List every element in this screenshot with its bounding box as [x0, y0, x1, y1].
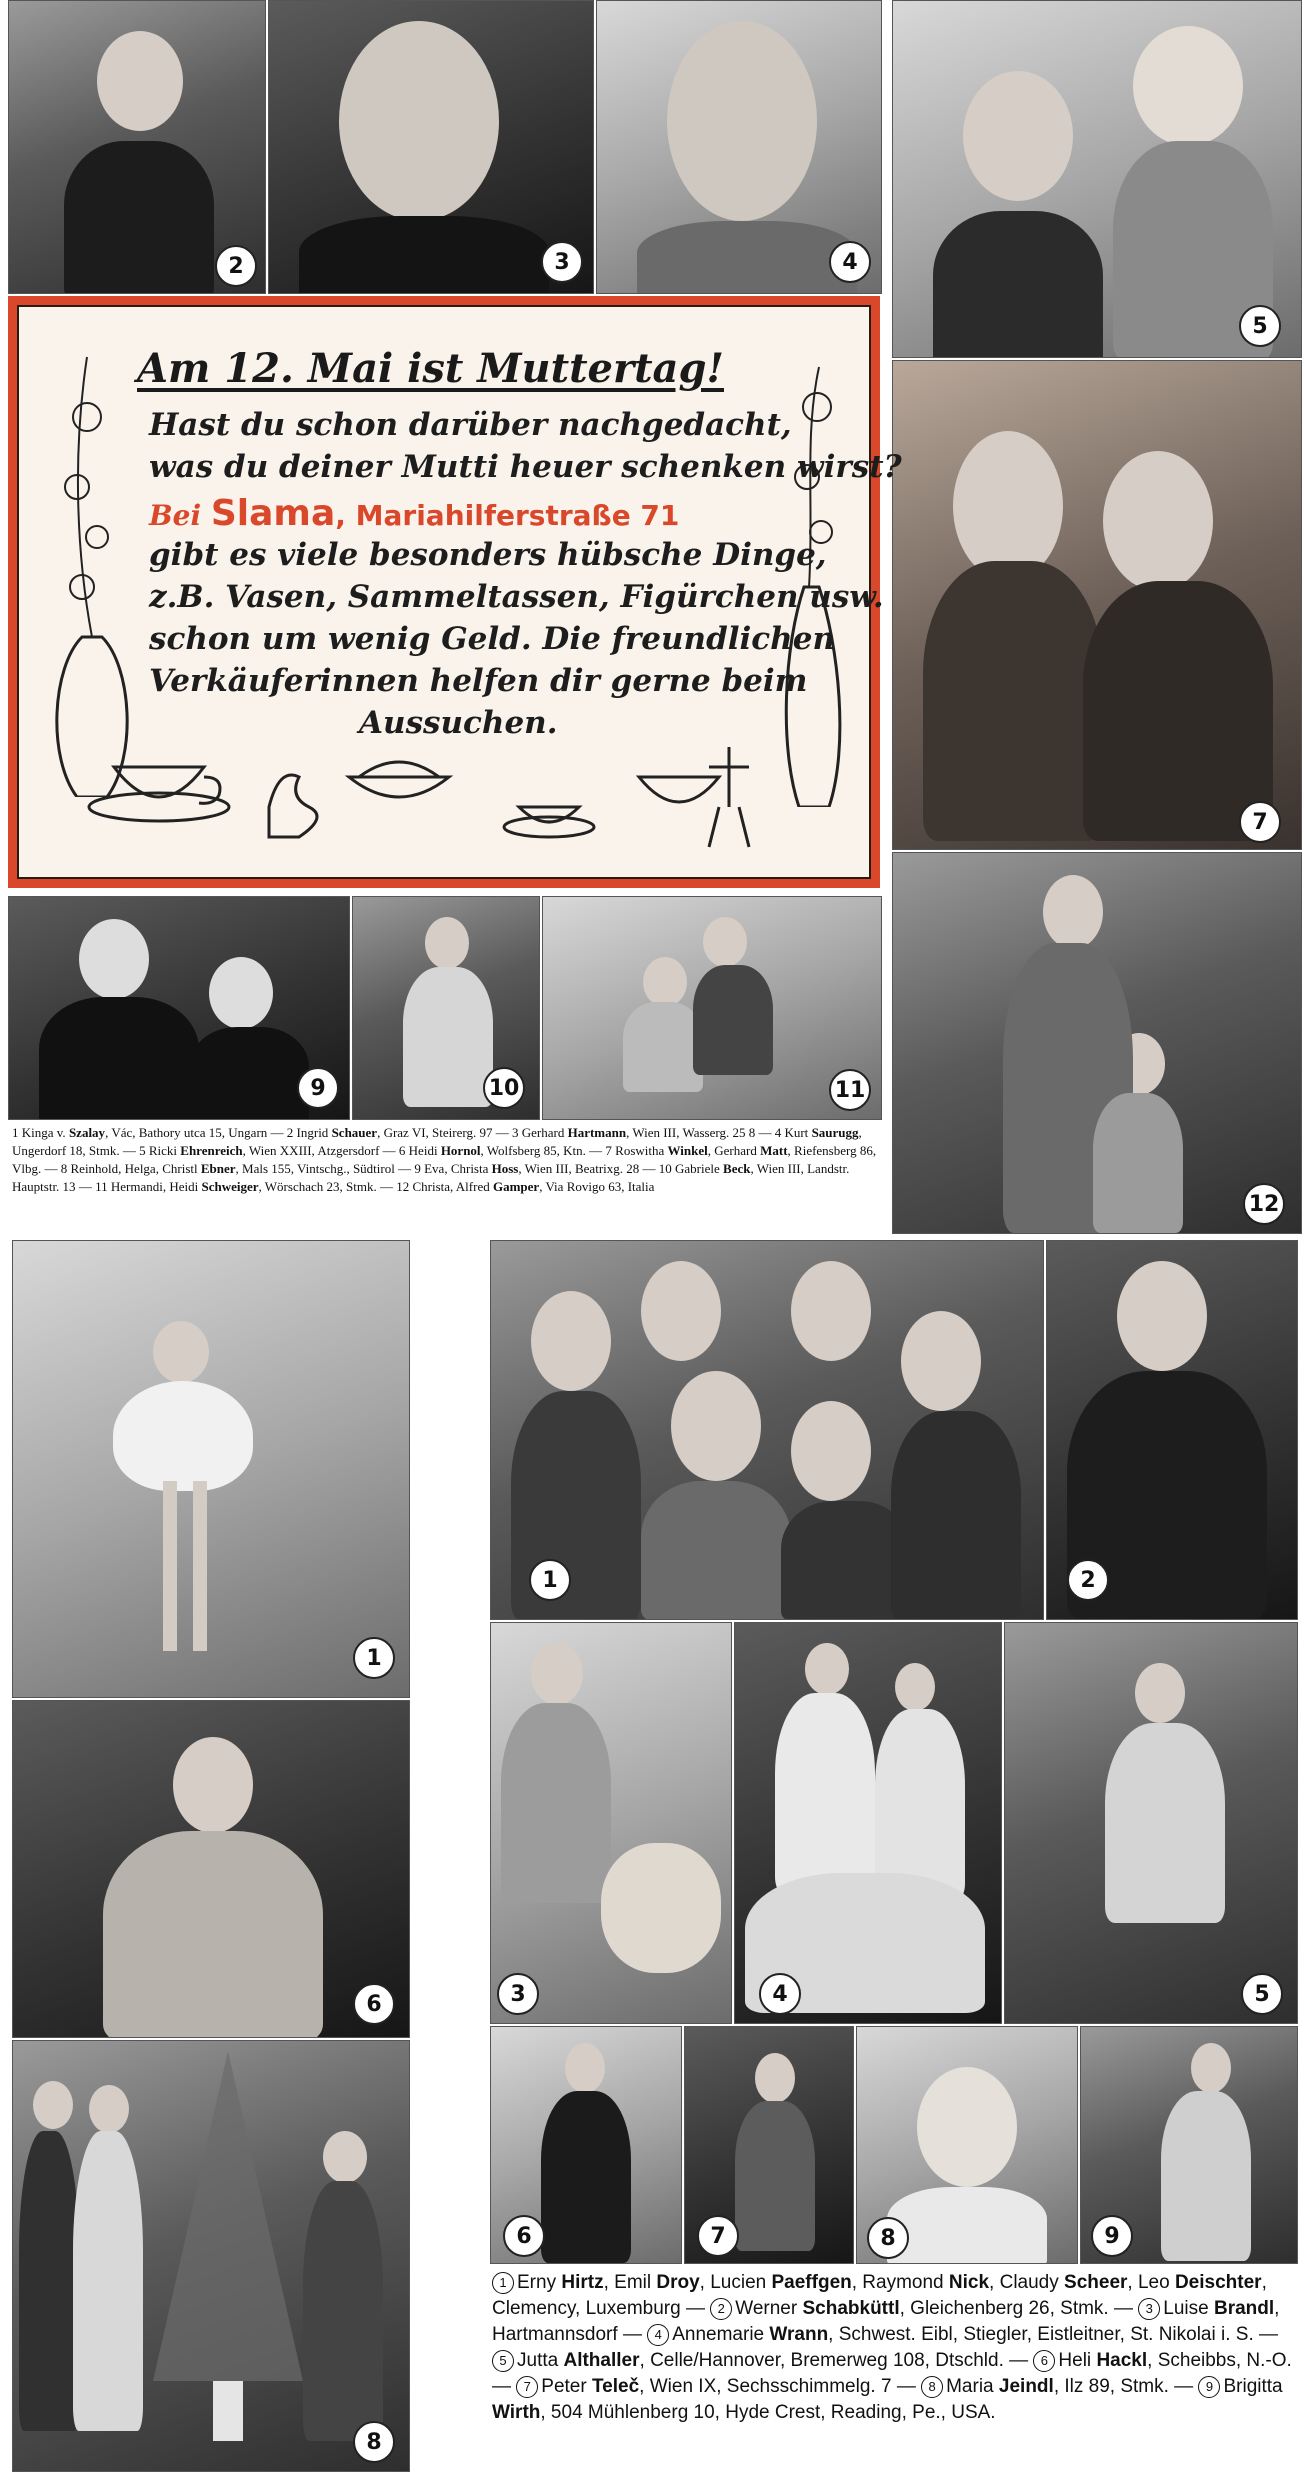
caption-entry-text: Heli	[1058, 2350, 1097, 2371]
caption-entry-surname: Althaller	[563, 2350, 640, 2371]
caption-entry-number: 11	[95, 1179, 108, 1194]
caption-entry-number: 6	[398, 1143, 406, 1158]
caption-entry	[396, 1179, 654, 1194]
caption-entry	[516, 2376, 891, 2397]
caption-entry-number: 1	[12, 1125, 19, 1140]
caption-entry-text: Heidi	[408, 1143, 441, 1158]
ad-shop-name: Slama	[210, 493, 336, 534]
photo-number-badge: 10	[483, 1067, 525, 1109]
caption-entry-surname: Droy	[656, 2272, 700, 2293]
caption-entry	[95, 1179, 377, 1194]
caption-entry-surname: Schabküttl	[802, 2298, 900, 2319]
caption-entry-surname: Ebner	[200, 1161, 236, 1176]
ad-shop-address: , Mariahilferstraße 71	[335, 499, 680, 532]
caption-entry-text: Gerhard	[521, 1125, 568, 1140]
caption-entry-text: , 504 Mühlenberg 10, Hyde Crest, Reading, Pe., USA.	[540, 2402, 996, 2423]
caption-entry-surname: Paeffgen	[771, 2272, 852, 2293]
caption-entry	[414, 1161, 639, 1176]
caption-entry-text: , Claudy	[989, 2272, 1065, 2293]
photo-10	[352, 896, 540, 1120]
photo-number-badge: 3	[497, 1973, 539, 2015]
ad-line: schon um wenig Geld. Die freundlichen	[149, 621, 835, 657]
caption-entry-text: , Emil	[603, 2272, 657, 2293]
caption-entry-number: 8	[60, 1161, 68, 1176]
photo-12	[892, 852, 1302, 1234]
caption-entry	[921, 2376, 1169, 2397]
photo-number-badge: 4	[829, 241, 871, 283]
caption-entry-surname: Schweiger	[201, 1179, 259, 1194]
caption-entry-text: , Wien XXIII, Atzgersdorf	[242, 1143, 380, 1158]
caption-entry-number: 7	[605, 1143, 612, 1158]
caption-entry-text: , Via Rovigo 63, Italia	[539, 1179, 655, 1194]
caption-entry-text: Annemarie	[672, 2324, 770, 2345]
ad-shop-prefix: Bei	[149, 499, 211, 532]
caption-entry-number: 12	[396, 1179, 410, 1194]
photo-3	[268, 0, 594, 294]
photo-number-badge: 1	[353, 1637, 395, 1679]
photo-number-badge: 6	[353, 1983, 395, 2025]
caption-entry-surname: Gamper	[492, 1179, 540, 1194]
ad-line: Verkäuferinnen helfen dir gerne beim	[149, 663, 808, 699]
caption-entry-number: 2	[286, 1125, 294, 1140]
caption-entry-surname: Scheer	[1064, 2272, 1128, 2293]
caption-entry-text: , Wien III, Beatrixg. 28	[518, 1161, 640, 1176]
caption-entry	[1033, 2350, 1291, 2371]
caption-entry-surname: Winkel	[667, 1143, 708, 1158]
christmas-tree-shape	[143, 2051, 313, 2451]
caption-entry-text: Kinga v.	[21, 1125, 69, 1140]
caption-entry-text: , Leo	[1127, 2272, 1175, 2293]
flower-vase-illustration-left	[37, 337, 147, 797]
caption-entry-text: Maria	[946, 2376, 999, 2397]
caption-entry-text: Luise	[1163, 2298, 1214, 2319]
ad-line: Hast du schon darüber nachgedacht,	[149, 407, 792, 443]
tableware-illustration	[79, 737, 769, 877]
caption-entry-text: Reinhold, Helga, Christl	[70, 1161, 201, 1176]
muttertag-advertisement	[8, 296, 902, 888]
caption-entry-surname: Teleč	[591, 2376, 640, 2397]
caption-entry	[605, 1143, 760, 1158]
photo-number-badge: 7	[697, 2215, 739, 2257]
caption-entry-text: Kurt	[784, 1125, 812, 1140]
caption-entry-text: , Wörschach 23, Stmk.	[258, 1179, 377, 1194]
caption-entry-text: , Hartmannsdorf	[492, 2298, 1280, 2345]
photo-6	[490, 2026, 682, 2264]
caption-entry-text: Christa, Alfred	[412, 1179, 493, 1194]
caption-entry-number: 9	[1198, 2376, 1220, 2398]
caption-entry-text: , Wien III, Landstr. Hauptstr. 13	[12, 1161, 850, 1194]
caption-entry-surname: Hoss	[491, 1161, 519, 1176]
caption-entry-surname: Nick	[948, 2272, 990, 2293]
caption-bottom-section: 1 Erny Hirtz, Emil Droy, Lucien Paeffgen, Raymond Nick, Claudy Scheer, Leo Deischter, Clemency, Luxemburg — 2 Werner Schabküttl, Gleichenberg 26, Stmk. — 3 Luise Brandl, Hartmannsdorf — 4 Annemarie Wrann, Schwest. Eibl, Stiegler, Eistleitner, St. Nikolai i. S. — 5 Jutta Althaller, Celle/Hannover, Bremerweg 108, Dtschld. — 6 Heli Hackl, Scheibbs, N.-O. — 7 Peter Teleč, Wien IX, Sechsschimmelg. 7 — 8 Maria Jeindl, Ilz 89, Stmk. — 9 Brigitta Wirth, 504 Mühlenberg 10, Hyde Crest, Reading, Pe., USA.	[492, 2272, 1292, 2423]
photo-number-badge: 9	[1091, 2215, 1133, 2257]
caption-entry-surname: Wrann	[769, 2324, 829, 2345]
caption-entry-text: Peter	[541, 2376, 592, 2397]
caption-entry-text: Eva, Christa	[424, 1161, 492, 1176]
photo-girl-dog-3	[490, 1622, 732, 2024]
caption-entry-number: 5	[492, 2350, 514, 2372]
caption-entry-surname: Wirth	[492, 2402, 541, 2423]
caption-entry-text: , Graz VI, Steirerg. 97	[377, 1125, 493, 1140]
caption-entry-text: , Clemency, Luxemburg	[492, 2272, 1267, 2319]
photo-number-badge: 2	[215, 245, 257, 287]
caption-entry-text: , Ilz 89, Stmk.	[1053, 2376, 1169, 2397]
caption-entry-number: 4	[774, 1125, 782, 1140]
caption-entry-number: 9	[414, 1161, 421, 1176]
caption-entry-number: 3	[511, 1125, 519, 1140]
ad-line: Aussuchen.	[359, 705, 558, 741]
photo-4	[596, 0, 882, 294]
caption-entry-surname: Matt	[760, 1143, 788, 1158]
photo-number-badge: 11	[829, 1069, 871, 1111]
caption-entry-surname: Hartmann	[567, 1125, 627, 1140]
caption-entry-number: 1	[492, 2272, 514, 2294]
photo-9	[8, 896, 350, 1120]
caption-entry-surname: Saurugg	[811, 1125, 859, 1140]
photo-skier-5	[1004, 1622, 1298, 2024]
caption-entry-text: Werner	[735, 2298, 803, 2319]
caption-entry-text: Brigitta	[1223, 2376, 1283, 2397]
caption-entry-text: , Schwest. Eibl, Stiegler, Eistleitner, St. Nikolai i. S.	[828, 2324, 1254, 2345]
caption-entry-text: Gabriele	[675, 1161, 724, 1176]
caption-entry-text: , Wolfsberg 85, Ktn.	[480, 1143, 586, 1158]
photo-number-badge: 2	[1067, 1559, 1109, 1601]
caption-entry-text: Ricki	[148, 1143, 181, 1158]
caption-entry-number: 4	[647, 2324, 669, 2346]
caption-entry-number: 8	[921, 2376, 943, 2398]
caption-entry-text: Jutta	[517, 2350, 564, 2371]
photo-ballet-1	[12, 1240, 410, 1698]
photo-number-badge: 8	[353, 2421, 395, 2463]
caption-entry	[512, 1125, 755, 1140]
caption-entry-text: , Lucien	[699, 2272, 772, 2293]
ad-line: gibt es viele besonders hübsche Dinge,	[149, 537, 827, 573]
caption-entry-surname: Ehrenreich	[180, 1143, 243, 1158]
caption-entry-surname: Szalay	[68, 1125, 106, 1140]
photo-christmas-8	[12, 2040, 410, 2472]
photo-number-badge: 4	[759, 1973, 801, 2015]
photo-number-badge: 1	[529, 1559, 571, 1601]
ad-line: was du deiner Mutti heuer schenken wirst?	[149, 449, 902, 485]
photo-5	[892, 0, 1302, 358]
caption-entry	[710, 2298, 1108, 2319]
photo-communion-4	[734, 1622, 1002, 2024]
caption-entry-surname: Deischter	[1174, 2272, 1262, 2293]
photo-number-badge: 3	[541, 241, 583, 283]
caption-entry-text: Roswitha	[615, 1143, 668, 1158]
caption-entry-text: , Wien III, Wasserg. 25 8	[626, 1125, 756, 1140]
caption-entry-text: Hermandi, Heidi	[110, 1179, 202, 1194]
photo-number-badge: 12	[1243, 1183, 1285, 1225]
caption-entry	[492, 2350, 1004, 2371]
caption-entry	[647, 2324, 1254, 2345]
caption-entry-number: 6	[1033, 2350, 1055, 2372]
caption-entry-text: , Riefensberg 86, Vlbg.	[12, 1143, 877, 1176]
caption-entry-text: , Vác, Bathory utca 15, Ungarn	[105, 1125, 268, 1140]
caption-entry-text: , Gleichenberg 26, Stmk.	[899, 2298, 1109, 2319]
photo-boy-2	[1046, 1240, 1298, 1620]
caption-entry-text: Erny	[517, 2272, 562, 2293]
photo-number-badge: 8	[867, 2217, 909, 2259]
caption-entry-number: 2	[710, 2298, 732, 2320]
caption-entry-text: , Celle/Hannover, Bremerweg 108, Dtschld.	[639, 2350, 1004, 2371]
caption-entry-number: 5	[139, 1143, 146, 1158]
photo-9	[1080, 2026, 1298, 2264]
ad-shop-line	[149, 493, 679, 534]
caption-entry-surname: Hackl	[1096, 2350, 1148, 2371]
caption-entry-surname: Schauer	[331, 1125, 378, 1140]
ad-title: Am 12. Mai ist Muttertag!	[137, 345, 724, 392]
photo-number-badge: 5	[1239, 305, 1281, 347]
caption-entry-surname: Hirtz	[561, 2272, 604, 2293]
photo-11	[542, 896, 882, 1120]
caption-entry-surname: Brandl	[1213, 2298, 1275, 2319]
caption-entry-text: , Gerhard	[707, 1143, 761, 1158]
photo-girl-6	[12, 1700, 410, 2038]
photo-number-badge: 5	[1241, 1973, 1283, 2015]
caption-entry-text: , Scheibbs, N.-O.	[1147, 2350, 1292, 2371]
photo-number-badge: 7	[1239, 801, 1281, 843]
photo-2	[8, 0, 266, 294]
caption-entry-text: , Ungerdorf 18, Stmk.	[12, 1125, 862, 1158]
caption-entry	[12, 1125, 267, 1140]
caption-entry-text: , Mals 155, Vintschg., Südtirol	[235, 1161, 395, 1176]
caption-entry-surname: Beck	[723, 1161, 751, 1176]
caption-entry-number: 10	[658, 1161, 672, 1176]
photo-7	[684, 2026, 854, 2264]
caption-entry	[399, 1143, 586, 1158]
caption-entry-number: 7	[516, 2376, 538, 2398]
caption-entry-surname: Jeindl	[998, 2376, 1054, 2397]
photo-group-1	[490, 1240, 1044, 1620]
caption-entry-surname: Hornol	[440, 1143, 481, 1158]
caption-entry-number: 3	[1138, 2298, 1160, 2320]
photo-7	[892, 360, 1302, 850]
caption-entry	[61, 1161, 395, 1176]
photo-8	[856, 2026, 1078, 2264]
caption-entry	[139, 1143, 379, 1158]
caption-entry-text: , Raymond	[851, 2272, 949, 2293]
caption-entry	[287, 1125, 493, 1140]
caption-entry-text: Ingrid	[296, 1125, 332, 1140]
ad-line: z.B. Vasen, Sammeltassen, Figürchen usw.	[149, 579, 884, 615]
caption-top-section: 1 Kinga v. Szalay, Vác, Bathory utca 15, Ungarn — 2 Ingrid Schauer, Graz VI, Steirerg. 97 — 3 Gerhard Hartmann, Wien III, Wasserg. 25 8 — 4 Kurt Saurugg, Ungerdorf 18, Stmk. — 5 Ricki Ehrenreich, Wien XXIII, Atzgersdorf — 6 Heidi Hornol, Wolfsberg 85, Ktn. — 7 Roswitha Winkel, Gerhard Matt, Riefensberg 86, Vlbg. — 8 Reinhold, Helga, Christl Ebner, Mals 155, Vintschg., Südtirol — 9 Eva, Christa Hoss, Wien III, Beatrixg. 28 — 10 Gabriele Beck, Wien III, Landstr. Hauptstr. 13 — 11 Hermandi, Heidi Schweiger, Wörschach 23, Stmk. — 12 Christa, Alfred Gamper, Via Rovigo 63, Italia	[12, 1125, 877, 1194]
photo-number-badge: 9	[297, 1067, 339, 1109]
caption-entry-text: , Wien IX, Sechsschimmelg. 7	[639, 2376, 892, 2397]
photo-number-badge: 6	[503, 2215, 545, 2257]
